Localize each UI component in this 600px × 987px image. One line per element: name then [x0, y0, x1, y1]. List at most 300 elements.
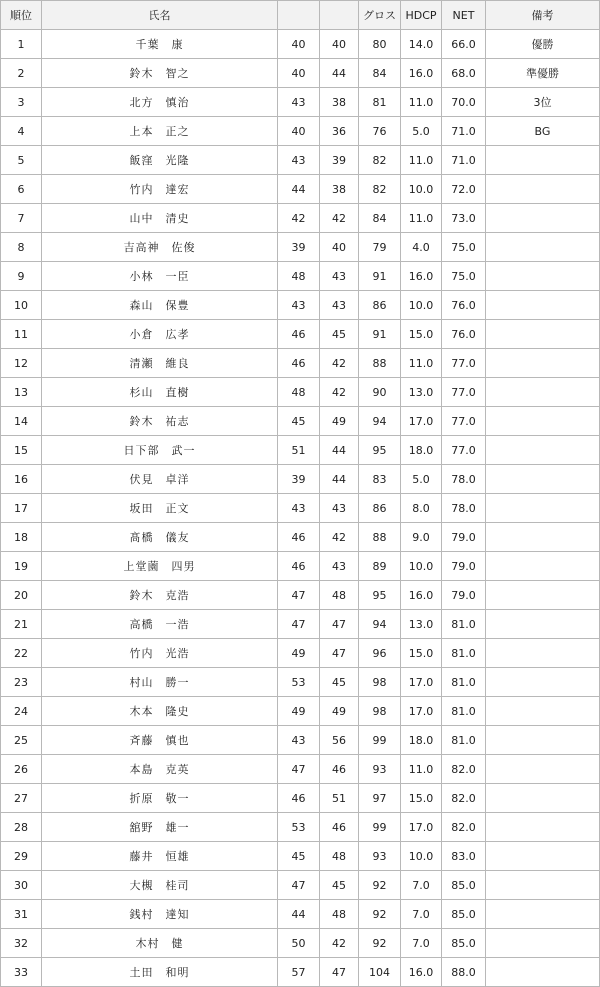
cell-gross: 84: [359, 59, 401, 88]
table-row: [1, 958, 600, 987]
cell-rank: 20: [1, 581, 42, 610]
cell-rank: 26: [1, 755, 42, 784]
cell-net: 77.0: [442, 378, 486, 407]
cell-hdcp: 5.0: [401, 465, 442, 494]
header-name: 氏名: [42, 1, 278, 30]
cell-gross: 82: [359, 146, 401, 175]
cell-note: [486, 146, 600, 175]
cell-net: 71.0: [442, 146, 486, 175]
cell-in: 43: [320, 291, 359, 320]
cell-name: 鈴木 祐志: [42, 407, 278, 436]
table-row: [1, 523, 600, 552]
cell-name: 竹内 達宏: [42, 175, 278, 204]
cell-hdcp: 7.0: [401, 900, 442, 929]
cell-note: 優勝: [486, 30, 600, 59]
cell-rank: 29: [1, 842, 42, 871]
cell-gross: 84: [359, 204, 401, 233]
table-row: [1, 929, 600, 958]
cell-net: 73.0: [442, 204, 486, 233]
cell-out: 47: [278, 871, 320, 900]
cell-net: 76.0: [442, 291, 486, 320]
cell-gross: 93: [359, 755, 401, 784]
cell-in: 38: [320, 175, 359, 204]
cell-gross: 76: [359, 117, 401, 146]
cell-in: 48: [320, 581, 359, 610]
cell-net: 76.0: [442, 320, 486, 349]
cell-hdcp: 16.0: [401, 581, 442, 610]
cell-gross: 94: [359, 610, 401, 639]
cell-net: 85.0: [442, 900, 486, 929]
cell-net: 68.0: [442, 59, 486, 88]
cell-gross: 92: [359, 900, 401, 929]
cell-gross: 95: [359, 436, 401, 465]
cell-out: 45: [278, 407, 320, 436]
cell-out: 43: [278, 494, 320, 523]
table-row: [1, 233, 600, 262]
cell-note: [486, 378, 600, 407]
cell-in: 49: [320, 697, 359, 726]
header-note: 備考: [486, 1, 600, 30]
cell-gross: 95: [359, 581, 401, 610]
cell-net: 81.0: [442, 697, 486, 726]
cell-gross: 94: [359, 407, 401, 436]
header-net: NET: [442, 1, 486, 30]
cell-out: 49: [278, 639, 320, 668]
cell-in: 40: [320, 30, 359, 59]
cell-rank: 5: [1, 146, 42, 175]
cell-rank: 6: [1, 175, 42, 204]
cell-hdcp: 18.0: [401, 436, 442, 465]
cell-note: [486, 465, 600, 494]
cell-net: 81.0: [442, 726, 486, 755]
cell-name: 上堂薗 四男: [42, 552, 278, 581]
cell-name: 木村 健: [42, 929, 278, 958]
table-row: [1, 436, 600, 465]
cell-in: 56: [320, 726, 359, 755]
cell-name: 吉高神 佐俊: [42, 233, 278, 262]
cell-name: 銭村 達知: [42, 900, 278, 929]
header-gross: グロス: [359, 1, 401, 30]
cell-net: 82.0: [442, 784, 486, 813]
cell-rank: 18: [1, 523, 42, 552]
cell-name: 森山 保豊: [42, 291, 278, 320]
cell-net: 75.0: [442, 262, 486, 291]
cell-rank: 15: [1, 436, 42, 465]
table-row: [1, 175, 600, 204]
cell-out: 43: [278, 726, 320, 755]
cell-in: 44: [320, 465, 359, 494]
table-row: [1, 726, 600, 755]
cell-net: 85.0: [442, 929, 486, 958]
cell-hdcp: 7.0: [401, 929, 442, 958]
table-row: [1, 320, 600, 349]
cell-net: 82.0: [442, 755, 486, 784]
cell-in: 39: [320, 146, 359, 175]
cell-name: 折原 敬一: [42, 784, 278, 813]
cell-gross: 104: [359, 958, 401, 987]
cell-in: 40: [320, 233, 359, 262]
cell-net: 81.0: [442, 668, 486, 697]
cell-out: 57: [278, 958, 320, 987]
cell-gross: 91: [359, 262, 401, 291]
cell-note: [486, 552, 600, 581]
cell-rank: 10: [1, 291, 42, 320]
cell-out: 46: [278, 349, 320, 378]
cell-gross: 82: [359, 175, 401, 204]
cell-name: 木本 隆史: [42, 697, 278, 726]
cell-in: 42: [320, 204, 359, 233]
cell-note: 3位: [486, 88, 600, 117]
cell-rank: 2: [1, 59, 42, 88]
cell-out: 47: [278, 755, 320, 784]
cell-name: 山中 清史: [42, 204, 278, 233]
cell-name: 伏見 卓洋: [42, 465, 278, 494]
cell-note: [486, 697, 600, 726]
table-row: [1, 581, 600, 610]
table-row: [1, 842, 600, 871]
cell-out: 46: [278, 784, 320, 813]
cell-in: 44: [320, 436, 359, 465]
cell-out: 51: [278, 436, 320, 465]
header-out: [278, 1, 320, 30]
cell-out: 47: [278, 581, 320, 610]
header-row: [1, 1, 600, 30]
cell-net: 85.0: [442, 871, 486, 900]
cell-note: [486, 523, 600, 552]
cell-net: 79.0: [442, 581, 486, 610]
cell-in: 48: [320, 842, 359, 871]
cell-name: 上本 正之: [42, 117, 278, 146]
cell-in: 38: [320, 88, 359, 117]
cell-name: 杉山 直樹: [42, 378, 278, 407]
cell-net: 77.0: [442, 349, 486, 378]
cell-rank: 13: [1, 378, 42, 407]
cell-note: [486, 958, 600, 987]
cell-net: 72.0: [442, 175, 486, 204]
cell-note: 準優勝: [486, 59, 600, 88]
cell-rank: 1: [1, 30, 42, 59]
cell-in: 43: [320, 552, 359, 581]
cell-out: 50: [278, 929, 320, 958]
table-row: [1, 30, 600, 59]
cell-rank: 4: [1, 117, 42, 146]
cell-name: 舘野 雄一: [42, 813, 278, 842]
cell-hdcp: 10.0: [401, 552, 442, 581]
cell-hdcp: 16.0: [401, 262, 442, 291]
cell-name: 飯窪 光隆: [42, 146, 278, 175]
cell-rank: 19: [1, 552, 42, 581]
cell-net: 77.0: [442, 407, 486, 436]
cell-net: 75.0: [442, 233, 486, 262]
cell-gross: 88: [359, 349, 401, 378]
cell-gross: 97: [359, 784, 401, 813]
cell-net: 81.0: [442, 610, 486, 639]
cell-gross: 99: [359, 813, 401, 842]
cell-gross: 89: [359, 552, 401, 581]
cell-name: 北方 慎治: [42, 88, 278, 117]
cell-net: 79.0: [442, 523, 486, 552]
cell-name: 鈴木 智之: [42, 59, 278, 88]
cell-hdcp: 11.0: [401, 755, 442, 784]
table-row: [1, 610, 600, 639]
cell-hdcp: 17.0: [401, 813, 442, 842]
cell-gross: 96: [359, 639, 401, 668]
cell-hdcp: 18.0: [401, 726, 442, 755]
cell-out: 48: [278, 378, 320, 407]
cell-note: [486, 668, 600, 697]
cell-hdcp: 10.0: [401, 175, 442, 204]
cell-rank: 17: [1, 494, 42, 523]
cell-note: [486, 639, 600, 668]
cell-gross: 98: [359, 697, 401, 726]
cell-net: 79.0: [442, 552, 486, 581]
cell-note: [486, 436, 600, 465]
cell-hdcp: 16.0: [401, 59, 442, 88]
cell-name: 竹内 光浩: [42, 639, 278, 668]
cell-name: 村山 勝一: [42, 668, 278, 697]
cell-note: [486, 755, 600, 784]
cell-gross: 92: [359, 929, 401, 958]
cell-note: [486, 929, 600, 958]
table-row: [1, 204, 600, 233]
cell-hdcp: 11.0: [401, 204, 442, 233]
table-row: [1, 349, 600, 378]
cell-in: 44: [320, 59, 359, 88]
cell-rank: 12: [1, 349, 42, 378]
cell-net: 71.0: [442, 117, 486, 146]
cell-out: 48: [278, 262, 320, 291]
cell-name: 大槻 桂司: [42, 871, 278, 900]
cell-note: BG: [486, 117, 600, 146]
cell-net: 83.0: [442, 842, 486, 871]
cell-name: 高橋 一浩: [42, 610, 278, 639]
cell-gross: 86: [359, 291, 401, 320]
cell-gross: 88: [359, 523, 401, 552]
cell-out: 39: [278, 465, 320, 494]
cell-net: 78.0: [442, 494, 486, 523]
cell-name: 清瀬 維良: [42, 349, 278, 378]
cell-in: 42: [320, 523, 359, 552]
cell-note: [486, 842, 600, 871]
table-row: [1, 59, 600, 88]
table-header: [1, 1, 600, 30]
cell-rank: 14: [1, 407, 42, 436]
cell-note: [486, 175, 600, 204]
cell-note: [486, 233, 600, 262]
table-row: [1, 494, 600, 523]
cell-rank: 32: [1, 929, 42, 958]
cell-name: 日下部 武一: [42, 436, 278, 465]
table-row: [1, 465, 600, 494]
table-row: [1, 88, 600, 117]
cell-name: 本島 克英: [42, 755, 278, 784]
table-row: [1, 668, 600, 697]
cell-out: 40: [278, 30, 320, 59]
cell-in: 45: [320, 871, 359, 900]
cell-rank: 8: [1, 233, 42, 262]
cell-out: 44: [278, 900, 320, 929]
cell-hdcp: 15.0: [401, 320, 442, 349]
cell-gross: 90: [359, 378, 401, 407]
cell-rank: 3: [1, 88, 42, 117]
cell-in: 45: [320, 668, 359, 697]
cell-gross: 83: [359, 465, 401, 494]
cell-name: 髙橋 儀友: [42, 523, 278, 552]
cell-out: 53: [278, 813, 320, 842]
cell-hdcp: 4.0: [401, 233, 442, 262]
cell-note: [486, 726, 600, 755]
cell-note: [486, 813, 600, 842]
cell-out: 43: [278, 291, 320, 320]
cell-name: 小林 一臣: [42, 262, 278, 291]
cell-name: 鈴木 克浩: [42, 581, 278, 610]
table-row: [1, 291, 600, 320]
cell-gross: 80: [359, 30, 401, 59]
cell-out: 46: [278, 552, 320, 581]
cell-note: [486, 320, 600, 349]
cell-net: 78.0: [442, 465, 486, 494]
header-in: [320, 1, 359, 30]
cell-hdcp: 11.0: [401, 88, 442, 117]
cell-name: 千葉 康: [42, 30, 278, 59]
cell-in: 51: [320, 784, 359, 813]
table-body: [1, 30, 600, 987]
cell-in: 42: [320, 349, 359, 378]
cell-gross: 86: [359, 494, 401, 523]
cell-hdcp: 13.0: [401, 610, 442, 639]
table-row: [1, 871, 600, 900]
cell-note: [486, 900, 600, 929]
table-row: [1, 552, 600, 581]
cell-hdcp: 15.0: [401, 639, 442, 668]
table-row: [1, 117, 600, 146]
cell-hdcp: 17.0: [401, 697, 442, 726]
cell-out: 40: [278, 59, 320, 88]
cell-hdcp: 13.0: [401, 378, 442, 407]
cell-in: 47: [320, 610, 359, 639]
cell-rank: 11: [1, 320, 42, 349]
cell-note: [486, 407, 600, 436]
cell-out: 43: [278, 146, 320, 175]
cell-gross: 98: [359, 668, 401, 697]
table-row: [1, 784, 600, 813]
cell-rank: 24: [1, 697, 42, 726]
cell-rank: 28: [1, 813, 42, 842]
cell-in: 47: [320, 639, 359, 668]
cell-hdcp: 11.0: [401, 349, 442, 378]
cell-net: 66.0: [442, 30, 486, 59]
cell-name: 坂田 正文: [42, 494, 278, 523]
cell-gross: 81: [359, 88, 401, 117]
table-row: [1, 146, 600, 175]
cell-hdcp: 17.0: [401, 407, 442, 436]
cell-name: 斉藤 慎也: [42, 726, 278, 755]
cell-note: [486, 291, 600, 320]
table-row: [1, 697, 600, 726]
cell-out: 40: [278, 117, 320, 146]
cell-note: [486, 871, 600, 900]
cell-in: 49: [320, 407, 359, 436]
cell-in: 43: [320, 494, 359, 523]
cell-hdcp: 17.0: [401, 668, 442, 697]
cell-rank: 31: [1, 900, 42, 929]
cell-rank: 33: [1, 958, 42, 987]
table-row: [1, 755, 600, 784]
cell-hdcp: 7.0: [401, 871, 442, 900]
header-rank: 順位: [1, 1, 42, 30]
cell-out: 43: [278, 88, 320, 117]
table-row: [1, 639, 600, 668]
cell-in: 36: [320, 117, 359, 146]
cell-note: [486, 610, 600, 639]
cell-out: 46: [278, 523, 320, 552]
header-hdcp: HDCP: [401, 1, 442, 30]
cell-out: 46: [278, 320, 320, 349]
cell-net: 70.0: [442, 88, 486, 117]
cell-name: 藤井 恒雄: [42, 842, 278, 871]
cell-rank: 7: [1, 204, 42, 233]
cell-gross: 99: [359, 726, 401, 755]
cell-rank: 25: [1, 726, 42, 755]
cell-out: 45: [278, 842, 320, 871]
cell-hdcp: 10.0: [401, 842, 442, 871]
cell-rank: 9: [1, 262, 42, 291]
cell-in: 42: [320, 929, 359, 958]
cell-net: 77.0: [442, 436, 486, 465]
table-row: [1, 813, 600, 842]
cell-rank: 22: [1, 639, 42, 668]
cell-in: 47: [320, 958, 359, 987]
cell-hdcp: 11.0: [401, 146, 442, 175]
cell-rank: 23: [1, 668, 42, 697]
cell-in: 48: [320, 900, 359, 929]
cell-out: 39: [278, 233, 320, 262]
cell-hdcp: 14.0: [401, 30, 442, 59]
cell-hdcp: 15.0: [401, 784, 442, 813]
cell-note: [486, 581, 600, 610]
cell-hdcp: 8.0: [401, 494, 442, 523]
table-row: [1, 407, 600, 436]
cell-in: 46: [320, 755, 359, 784]
cell-note: [486, 262, 600, 291]
cell-out: 53: [278, 668, 320, 697]
cell-note: [486, 494, 600, 523]
cell-rank: 27: [1, 784, 42, 813]
table-row: [1, 262, 600, 291]
cell-out: 49: [278, 697, 320, 726]
table-row: [1, 378, 600, 407]
cell-hdcp: 9.0: [401, 523, 442, 552]
cell-hdcp: 16.0: [401, 958, 442, 987]
cell-rank: 30: [1, 871, 42, 900]
cell-net: 82.0: [442, 813, 486, 842]
cell-gross: 93: [359, 842, 401, 871]
cell-hdcp: 5.0: [401, 117, 442, 146]
cell-out: 47: [278, 610, 320, 639]
cell-rank: 16: [1, 465, 42, 494]
cell-hdcp: 10.0: [401, 291, 442, 320]
cell-name: 小倉 広孝: [42, 320, 278, 349]
cell-in: 43: [320, 262, 359, 291]
cell-out: 42: [278, 204, 320, 233]
cell-gross: 79: [359, 233, 401, 262]
cell-note: [486, 204, 600, 233]
cell-in: 45: [320, 320, 359, 349]
cell-net: 88.0: [442, 958, 486, 987]
cell-gross: 91: [359, 320, 401, 349]
cell-name: 土田 和明: [42, 958, 278, 987]
cell-note: [486, 784, 600, 813]
